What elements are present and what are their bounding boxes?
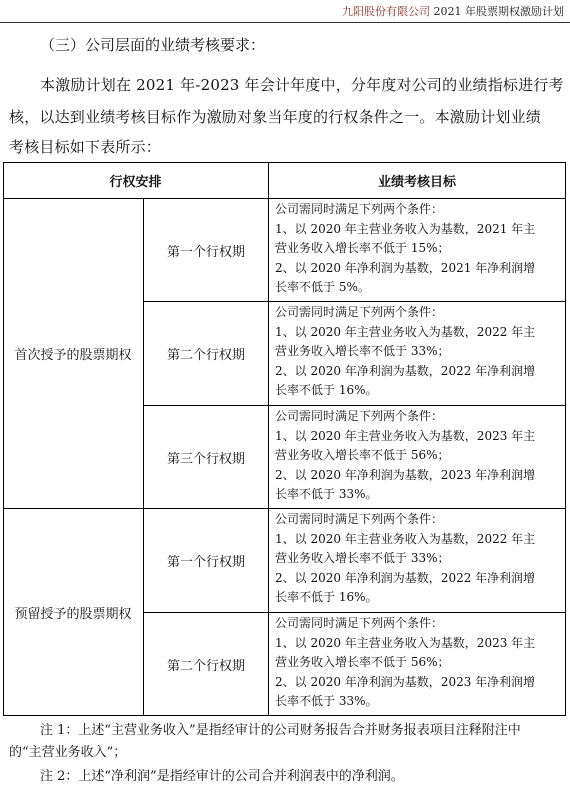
condition-line: 长率不低于 5%。: [275, 280, 370, 295]
condition-line: 1、以 2020 年主营业务收入为基数，2022 年主: [275, 531, 536, 546]
condition-cell: [269, 302, 566, 406]
note-1-line-2: 的“主营业务收入”；: [9, 745, 127, 760]
condition-line: 公司需同时满足下列两个条件：: [275, 512, 444, 526]
period-label: 第一个行权期: [166, 244, 245, 260]
group-label-initial-grant: [3, 199, 144, 509]
group-label-reserved-grant: [3, 509, 144, 716]
table-header-arrangement: [3, 162, 269, 199]
intro-line-3: 考核目标如下表所示：: [9, 138, 162, 156]
condition-line: 公司需同时满足下列两个条件：: [275, 616, 444, 630]
condition-line: 长率不低于 33%。: [275, 487, 378, 502]
condition-line: 营业务收入增长率不低于 15%；: [275, 241, 450, 256]
condition-line: 营业务收入增长率不低于 56%；: [275, 655, 450, 670]
condition-line: 2、以 2020 年净利润为基数，2022 年净利润增: [275, 570, 536, 585]
condition-line: 1、以 2020 年主营业务收入为基数，2023 年主: [275, 635, 536, 650]
condition-line: 长率不低于 33%。: [275, 694, 378, 709]
table-header-target: [269, 162, 566, 199]
period-cell: [144, 406, 269, 509]
condition-line: 长率不低于 16%。: [275, 383, 378, 398]
intro-line-2: 核，以达到业绩考核目标作为激励对象当年度的行权条件之一。本激励计划业绩: [9, 108, 542, 126]
condition-line: 营业务收入增长率不低于 56%；: [275, 448, 450, 463]
performance-table: [3, 162, 566, 716]
condition-line: 1、以 2020 年主营业务收入为基数，2023 年主: [275, 428, 536, 443]
table-header-target-label: 业绩考核目标: [377, 174, 456, 190]
period-label: 第三个行权期: [166, 451, 245, 467]
header-text: [342, 3, 564, 19]
period-cell: [144, 199, 269, 302]
condition-cell: [269, 613, 566, 716]
section-heading: （三）公司层面的业绩考核要求：: [40, 36, 266, 54]
condition-line: 长率不低于 16%。: [275, 590, 378, 605]
condition-cell: [269, 509, 566, 613]
condition-line: 2、以 2020 年净利润为基数，2022 年净利润增: [275, 363, 536, 378]
period-cell: [144, 509, 269, 613]
condition-line: 营业务收入增长率不低于 33%；: [275, 344, 450, 359]
group-name: 预留授予的股票期权: [14, 606, 132, 622]
condition-line: 2、以 2020 年净利润为基数，2023 年净利润增: [275, 674, 536, 689]
period-cell: [144, 613, 269, 716]
period-label: 第二个行权期: [166, 348, 245, 363]
condition-line: 公司需同时满足下列两个条件：: [275, 305, 444, 319]
period-label: 第二个行权期: [166, 658, 245, 674]
table-header-arrangement-label: 行权安排: [109, 174, 162, 190]
condition-line: 营业务收入增长率不低于 33%；: [275, 551, 450, 566]
condition-line: 1、以 2020 年主营业务收入为基数，2022 年主: [275, 324, 536, 339]
condition-line: 1、以 2020 年主营业务收入为基数，2021 年主: [275, 221, 536, 236]
period-cell: [144, 302, 269, 406]
intro-line-1: 本激励计划在 2021 年-2023 年会计年度中，分年度对公司的业绩指标进行考: [40, 76, 564, 94]
note-1-line-1: 注 1：上述“主营业务收入”是指经审计的公司财务报告合并财务报表项目注释附注中: [40, 723, 521, 738]
condition-cell: [269, 199, 566, 302]
condition-line: 公司需同时满足下列两个条件：: [275, 409, 444, 423]
condition-cell: [269, 406, 566, 509]
note-2: 注 2：上述“净利润”是指经审计的公司合并利润表中的净利润。: [40, 769, 404, 784]
period-label: 第一个行权期: [166, 555, 245, 570]
group-name: 首次授予的股票期权: [14, 348, 132, 363]
condition-line: 2、以 2020 年净利润为基数，2023 年净利润增: [275, 467, 536, 482]
condition-line: 2、以 2020 年净利润为基数，2021 年净利润增: [275, 260, 536, 275]
header-doc-title: 2021 年股票期权激励计划: [433, 5, 564, 18]
page-header: [0, 0, 570, 23]
header-company-name: 九阳股份有限公司: [342, 5, 430, 18]
condition-line: 公司需同时满足下列两个条件：: [275, 202, 444, 216]
